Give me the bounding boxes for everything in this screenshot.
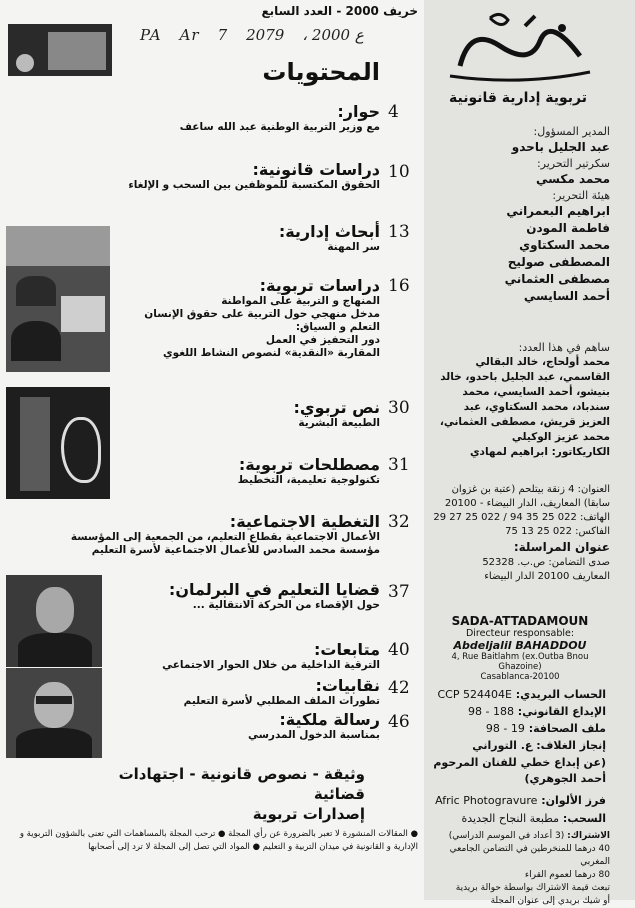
contributors-list: محمد أولحاج، خالد البقالي القاسمي، عبد الجليل باحدو، خالد بنيشو، أحمد السايسي، محمد سندباد، محمد السكتاوي، عبد العزيز قريش، مصطفى العثماني، محمد عزيز الوكيلي: [439, 356, 610, 443]
section-title: دراسات تربوية:: [259, 276, 380, 295]
page-number: 4: [388, 102, 399, 122]
section-title: حوار:: [337, 102, 380, 121]
latin-block: [430, 614, 610, 682]
toc-section-legal[interactable]: [128, 160, 380, 192]
toc-section-terms[interactable]: [238, 455, 380, 487]
latin-director-label: Directeur responsable:: [465, 628, 575, 639]
page-number: 40: [388, 640, 410, 660]
press-file: ملف الصحافة: 19 - 98: [485, 722, 606, 735]
section-line: الترقية الداخلية من خلال الحوار الاجتماعي: [162, 659, 380, 671]
board-label: هيئة التحرير:: [552, 189, 610, 202]
fax: الفاكس: 022 25 13 75: [505, 526, 610, 537]
section-line: حول الإقصاء من الحركة الانتقالية ...: [192, 599, 380, 611]
bottom-titles: [100, 764, 365, 824]
section-line: الأعمال الاجتماعية بقطاع التعليم، من الجمعية إلى المؤسسة: [70, 531, 380, 543]
director-label: المدير المسؤول:: [533, 125, 610, 138]
section-line: الحقوق المكتسبة للموظفين بين السحب و الإلغاء: [128, 179, 380, 191]
toc-section-admin[interactable]: [279, 222, 380, 254]
section-title: رسالة ملكية:: [279, 710, 380, 729]
cover-credit-line: أحمد الجوهري): [524, 772, 606, 785]
section-line: تكنولوجية تعليمية، التخطيط: [237, 474, 380, 486]
secretary-name: محمد مكسي: [536, 172, 610, 186]
subscription-block: [430, 830, 610, 908]
toc-section-parliament[interactable]: [169, 580, 380, 612]
toc-section-education[interactable]: [144, 276, 380, 360]
phone: الهاتف: 022 25 35 94 / 022 25 27 29: [433, 512, 610, 523]
handwritten-annotation: PA Ar 7 ع 2000 ،2079: [140, 26, 364, 44]
latin-address: 4, Rue Baitlahm (ex.Outba Bnou Ghazoine): [451, 652, 589, 672]
legal-deposit: الإيداع القانوني: 188 - 98: [467, 705, 606, 718]
section-line: مع وزير التربية الوطنية عبد الله ساعف: [179, 121, 380, 133]
mail-label: عنوان المراسلة:: [513, 540, 610, 554]
toc-section-text[interactable]: [294, 398, 380, 430]
page-number: 42: [388, 678, 410, 698]
section-line: دور التحفيز في العمل: [265, 334, 380, 346]
subscription-label: الاشتراك:: [567, 831, 610, 841]
board-member: محمد السكتاوي: [519, 238, 610, 252]
section-title: مصطلحات تربوية:: [238, 455, 380, 474]
board-member: ابراهيم البعمراني: [506, 204, 610, 218]
section-line: مدخل منهجي حول التربية على حقوق الإنسان: [144, 308, 380, 320]
section-title: قضايا التعليم في البرلمان:: [168, 580, 380, 599]
subscription-line: تبعث قيمة الاشتراك بواسطة حوالة بريدية: [455, 883, 610, 893]
address-label: العنوان:: [577, 484, 610, 495]
portrait-photo: [6, 575, 102, 667]
portrait-photo: [6, 668, 102, 758]
section-line: المقاربة «النقدية» لنصوص النشاط اللغوي: [163, 347, 380, 359]
subscription-line: (3 أعداد في الموسم الدراسي): [448, 831, 565, 841]
color-separation: فرز الألوان: Afric Photogravure: [435, 794, 606, 807]
subscription-line: 80 درهما لعموم القراء: [524, 870, 610, 880]
section-line: تطورات الملف المطلبي لأسرة التعليم: [183, 695, 380, 707]
section-title: نقابيات:: [315, 676, 380, 695]
board-member: المصطفى صوليح: [507, 255, 610, 269]
issue-line: خريف 2000 - العدد السابع: [261, 4, 418, 18]
board-member: مصطفى العثماني: [504, 272, 610, 286]
section-title: نص تربوي:: [293, 398, 380, 417]
board-member: فاطمة المودن: [526, 221, 610, 235]
latin-address: Casablanca-20100: [480, 672, 560, 682]
secretary-label: سكرتير التحرير:: [536, 157, 610, 170]
page-number: 30: [388, 398, 410, 418]
section-line: مؤسسة محمد السادس للأعمال الاجتماعية لأسرة التعليم: [91, 544, 380, 556]
section-line: الطبيعة البشرية: [298, 417, 380, 429]
magazine-subtitle: تربوية إدارية قانونية: [448, 90, 587, 106]
magazine-logo: [430, 6, 606, 92]
address-text: 4 زنقة بيتلحم (عتبة بن غزوان سابقا) المعاريف، الدار البيضاء - 20100: [444, 484, 610, 509]
bottom-title-line: إصدارات تربوية: [252, 805, 365, 823]
section-title: متابعات:: [314, 640, 380, 659]
page-number: 16: [388, 276, 410, 296]
address-block: [430, 483, 610, 584]
subscription-line: 40 درهما للمنخرطين في التضامن الجامعي المغربي: [449, 844, 610, 867]
mail-line: صدى التضامن: ص.ب. 52328: [482, 557, 610, 568]
cartoonist: الكاريكاتور: ابراهيم لمهادي: [469, 446, 610, 458]
page-number: 13: [388, 222, 410, 242]
editorial-note: ● المقالات المنشورة لا تعبر بالضرورة عن رأي المجلة ● ترحب المجلة بالمساهمات التي تعنى بالشؤون التربوية و الإدارية و القانونية في ميدان التربية و التعليم ● المواد التي تصل إلى المجلة لا ترد إلى أصحابها: [19, 829, 418, 852]
contributors-label: ساهم في هذا العدد:: [518, 341, 610, 354]
section-title: التغطية الاجتماعية:: [229, 512, 380, 531]
postal-account: الحساب البريدي: CCP 524404E: [437, 688, 606, 701]
book-smoke-image: [6, 387, 110, 499]
page-number: 37: [388, 582, 410, 602]
page-number: 31: [388, 455, 410, 475]
toc-section-unions[interactable]: [184, 676, 380, 708]
cover-credit-line: (عن إبداع خطي للفنان المرحوم: [433, 756, 606, 769]
staff-block: [430, 124, 610, 305]
section-line: سر المهنة: [327, 241, 380, 253]
section-title: أبحاث إدارية:: [278, 222, 380, 241]
latin-director: Abdeljalil BAHADDOU: [453, 639, 587, 652]
toc-section-royal-letter[interactable]: [248, 710, 380, 742]
classroom-photo: [6, 226, 110, 372]
printing: السحب: مطبعة النجاح الجديدة: [461, 812, 606, 825]
page-number: 32: [388, 512, 410, 532]
section-line: بمناسبة الدخول المدرسي: [247, 729, 380, 741]
cover-credit: إنجاز الغلاف: ع. التوراني: [472, 739, 606, 752]
mail-line: المعاريف 20100 الدار البيضاء: [484, 571, 610, 582]
cover-thumbnail: [8, 24, 112, 76]
director-name: عبد الجليل باحدو: [511, 140, 610, 154]
toc-section-interview[interactable]: [180, 102, 380, 134]
toc-title: المحتويات: [262, 58, 380, 86]
section-line: التعلم و السياق:: [295, 321, 380, 333]
section-title: دراسات قانونية:: [252, 160, 380, 179]
page-number: 10: [388, 162, 410, 182]
latin-name: SADA-ATTADAMOUN: [451, 614, 589, 628]
page-number: 46: [388, 712, 410, 732]
contributors-block: [430, 340, 610, 460]
section-line: المنهاج و التربية على المواطنة: [221, 295, 380, 307]
subscription-line: أو شيك بريدي إلى عنوان المجلة: [490, 896, 610, 906]
toc-section-followups[interactable]: [162, 640, 380, 672]
toc-section-social[interactable]: [71, 512, 380, 557]
bottom-title-line: وثيقة - نصوص قانونية - اجتهادات قضائية: [118, 765, 365, 803]
board-member: أحمد السايسي: [523, 289, 610, 303]
